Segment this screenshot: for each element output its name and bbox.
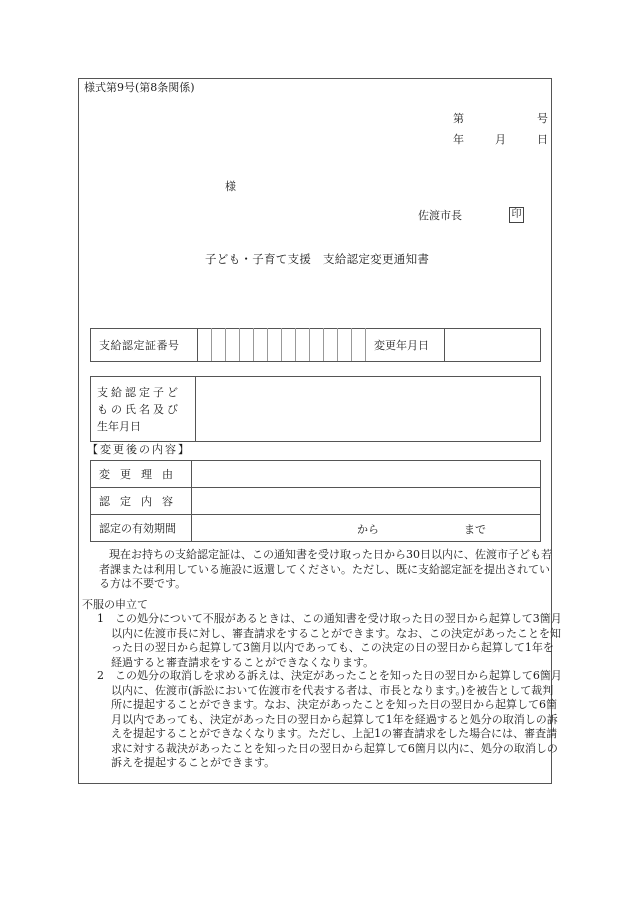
child-info-label — [91, 377, 196, 442]
child-info-table — [90, 376, 541, 442]
table-row — [91, 461, 541, 488]
objection-item — [97, 612, 563, 670]
certificate-digit-cell[interactable] — [254, 329, 268, 362]
return-notice: 現在お持ちの支給認定証は、この通知書を受け取った日から30日以内に、佐渡市子ども若者課または利用している施設に返還してください。ただし、既に支給認定証を提出されている方は不要です。 — [99, 548, 552, 590]
table-row — [91, 515, 541, 542]
form-number: 様式第9号(第8条関係) — [84, 81, 195, 94]
certificate-digit-cell[interactable] — [226, 329, 240, 362]
objection-item-number: 1 — [97, 612, 104, 625]
child-info-label-line: 支給認定子ど — [97, 385, 181, 399]
validity-until-label: まで — [464, 523, 486, 536]
document-frame — [78, 78, 562, 784]
change-date-field[interactable] — [445, 329, 541, 362]
child-info-field[interactable] — [196, 377, 541, 442]
certificate-digit-cell[interactable] — [352, 329, 366, 362]
table-row — [91, 488, 541, 515]
after-change-heading: 【変更後の内容】 — [87, 443, 191, 456]
change-date-label: 変更年月日 — [366, 329, 445, 362]
certificate-digit-cell[interactable] — [268, 329, 282, 362]
objection-item-number: 2 — [97, 669, 104, 682]
document-number-suffix: 号 — [537, 112, 548, 125]
certification-content-field[interactable] — [192, 488, 541, 515]
certificate-digit-cell[interactable] — [240, 329, 254, 362]
child-info-label-line: 生年月日 — [97, 419, 141, 433]
validity-period-label: 認定の有効期間 — [91, 515, 192, 542]
change-reason-label: 変更理由 — [91, 461, 192, 488]
certificate-digit-cell[interactable] — [198, 329, 212, 362]
document-title: 子ども・子育て支援 支給認定変更通知書 — [205, 252, 430, 266]
objection-item — [97, 669, 563, 771]
change-reason-field[interactable] — [192, 461, 541, 488]
certificate-digit-cell[interactable] — [282, 329, 296, 362]
validity-from-label: から — [357, 523, 379, 536]
certificate-number-label: 支給認定証番号 — [91, 329, 198, 362]
certificate-digit-cell[interactable] — [338, 329, 352, 362]
child-info-label-line: もの氏名及び — [97, 402, 181, 416]
certificate-digit-cell[interactable] — [212, 329, 226, 362]
certificate-digit-cell[interactable] — [296, 329, 310, 362]
date-year-label: 年 — [453, 133, 464, 146]
validity-period-field[interactable] — [192, 515, 541, 542]
seal-stamp-icon: 印 — [509, 207, 524, 223]
certification-content-label: 認定内容 — [91, 488, 192, 515]
objection-heading: 不服の申立て — [82, 598, 148, 611]
certificate-digit-cell[interactable] — [310, 329, 324, 362]
certificate-digit-cell[interactable] — [324, 329, 338, 362]
objection-item-text: この処分の取消しを求める訴えは、決定があったことを知った日の翌日から起算して6箇月以内に、佐渡市(訴訟において佐渡市を代表する者は、市長となります。)を被告として裁判所に提起することができます。なお、決定があったことを知った日の翌日から起算して6箇月以内であっても、決定があった日の翌日から起算して1年を経過すると処分の取消しの訴えを提起することができなくなります。ただし、上記1の審査請求をした場合には、審査請求に対する裁決があったことを知った日の翌日から起算して6箇月以内に、処分の取消しの訴えを提起することができます。 — [111, 669, 562, 769]
date-day-label: 日 — [537, 133, 548, 146]
document-number-prefix: 第 — [453, 112, 464, 125]
issuer-name: 佐渡市長 — [418, 209, 462, 222]
certificate-number-table — [90, 328, 541, 362]
addressee-suffix: 様 — [225, 180, 236, 193]
after-change-table — [90, 460, 541, 542]
objection-item-text: この処分について不服があるときは、この通知書を受け取った日の翌日から起算して3箇月以内に佐渡市長に対し、審査請求をすることができます。なお、この決定があったことを知った日の翌日から起算して3箇月以内であっても、この決定の日の翌日から起算して1年を経過すると審査請求をすることができなくなります。 — [111, 612, 562, 669]
date-month-label: 月 — [495, 133, 506, 146]
